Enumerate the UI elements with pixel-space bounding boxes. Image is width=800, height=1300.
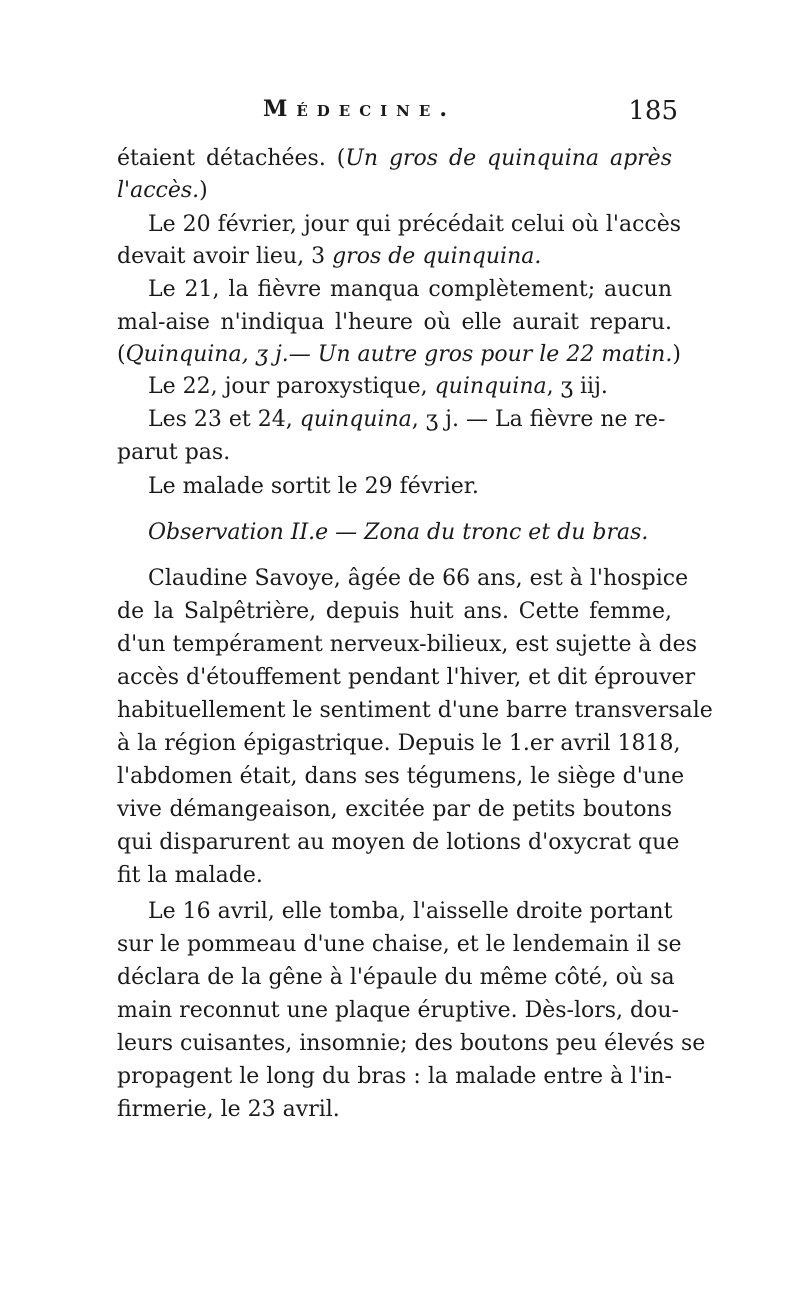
- text-line: [148, 374, 608, 402]
- text-run-italic: Quinquina, ʒ j.— Un autre gros pour le 22 matin.: [125, 342, 673, 367]
- text-run: parut pas.: [117, 440, 231, 465]
- text-line: [117, 440, 230, 468]
- text-run: sur le pommeau d'une chaise, et le lendemain il se: [117, 932, 682, 957]
- text-run: qui disparurent au moyen de lotions d'oxycrat que: [117, 830, 680, 855]
- page-number: 185: [628, 96, 678, 126]
- text-run: d'un tempérament nerveux-bilieux, est sujette à des: [117, 632, 697, 657]
- text-run: Le 21, la fièvre manqua complètement; aucun: [148, 277, 672, 302]
- text-run-italic: quinquina: [299, 407, 412, 432]
- text-run: ): [199, 178, 208, 203]
- text-line: [117, 863, 263, 891]
- text-run-italic: Un gros de quinquina après: [345, 146, 672, 171]
- text-run: Claudine Savoye, âgée de 66 ans, est à l'hospice: [148, 566, 689, 591]
- text-line: [117, 665, 696, 693]
- text-line: [117, 764, 685, 792]
- text-line: [148, 212, 682, 240]
- text-run: mal-aise n'indiqua l'heure où elle aurait reparu.: [117, 310, 672, 335]
- text-run: Le 22, jour paroxystique,: [148, 374, 435, 399]
- text-line: [148, 277, 672, 305]
- text-line: [117, 632, 697, 660]
- text-run: propagent le long du bras : la malade entre à l'in-: [117, 1064, 672, 1089]
- text-line: [117, 1064, 672, 1092]
- text-line: [117, 731, 681, 759]
- text-line: [117, 342, 681, 370]
- text-line: [117, 830, 680, 858]
- text-run: de la Salpêtrière, depuis huit ans. Cette femme,: [117, 599, 672, 624]
- text-run: (: [117, 342, 126, 367]
- text-line: [117, 146, 672, 174]
- text-run-italic: Observation II.e — Zona du tronc et du bras.: [148, 520, 649, 545]
- text-line: [148, 899, 672, 927]
- text-run: , ʒ iij.: [546, 374, 608, 399]
- text-run: accès d'étouffement pendant l'hiver, et dit éprouver: [117, 665, 696, 690]
- text-run: Le 16 avril, elle tomba, l'aisselle droite portant: [148, 899, 673, 924]
- text-line: [148, 566, 689, 594]
- text-run: , ʒ j. — La fièvre ne re-: [411, 407, 666, 432]
- text-line: [117, 1097, 340, 1125]
- text-run: étaient détachées. (: [117, 146, 346, 171]
- text-line: [117, 998, 679, 1026]
- text-line: [117, 698, 713, 726]
- text-run: l'abdomen était, dans ses tégumens, le siège d'une: [117, 764, 685, 789]
- running-title: Médecine.: [263, 96, 456, 122]
- page-header: [128, 96, 678, 132]
- text-run: ): [672, 342, 681, 367]
- text-line: [117, 965, 675, 993]
- text-line: [117, 932, 682, 960]
- text-run: Le malade sortit le 29 février.: [148, 474, 479, 499]
- text-line: [117, 178, 208, 206]
- text-run: fit la malade.: [117, 863, 263, 888]
- text-line: [117, 1031, 706, 1059]
- text-run: à la région épigastrique. Depuis le 1.er avril 1818,: [117, 731, 681, 756]
- text-line: [148, 407, 672, 435]
- text-run: vive démangeaison, excitée par de petits boutons: [117, 797, 672, 822]
- text-run: firmerie, le 23 avril.: [117, 1097, 340, 1122]
- text-line: [117, 797, 672, 825]
- text-run: habituellement le sentiment d'une barre transversale: [117, 698, 713, 723]
- text-line: [117, 310, 672, 338]
- text-run: Les 23 et 24,: [148, 407, 300, 432]
- text-run-italic: quinquina: [434, 374, 547, 399]
- text-run: déclara de la gêne à l'épaule du même côté, où sa: [117, 965, 675, 990]
- text-line: [148, 474, 479, 502]
- text-line: [117, 244, 541, 272]
- text-run-italic: gros de quinquina.: [332, 244, 542, 269]
- text-run: main reconnut une plaque éruptive. Dès-lors, dou-: [117, 998, 679, 1023]
- text-run: leurs cuisantes, insomnie; des boutons peu élevés se: [117, 1031, 706, 1056]
- text-run: Le 20 février, jour qui précédait celui où l'accès: [148, 212, 682, 237]
- section-heading: [148, 520, 648, 548]
- text-line: [117, 599, 672, 627]
- text-run-italic: l'accès.: [117, 178, 200, 203]
- text-run: devait avoir lieu, 3: [117, 244, 333, 269]
